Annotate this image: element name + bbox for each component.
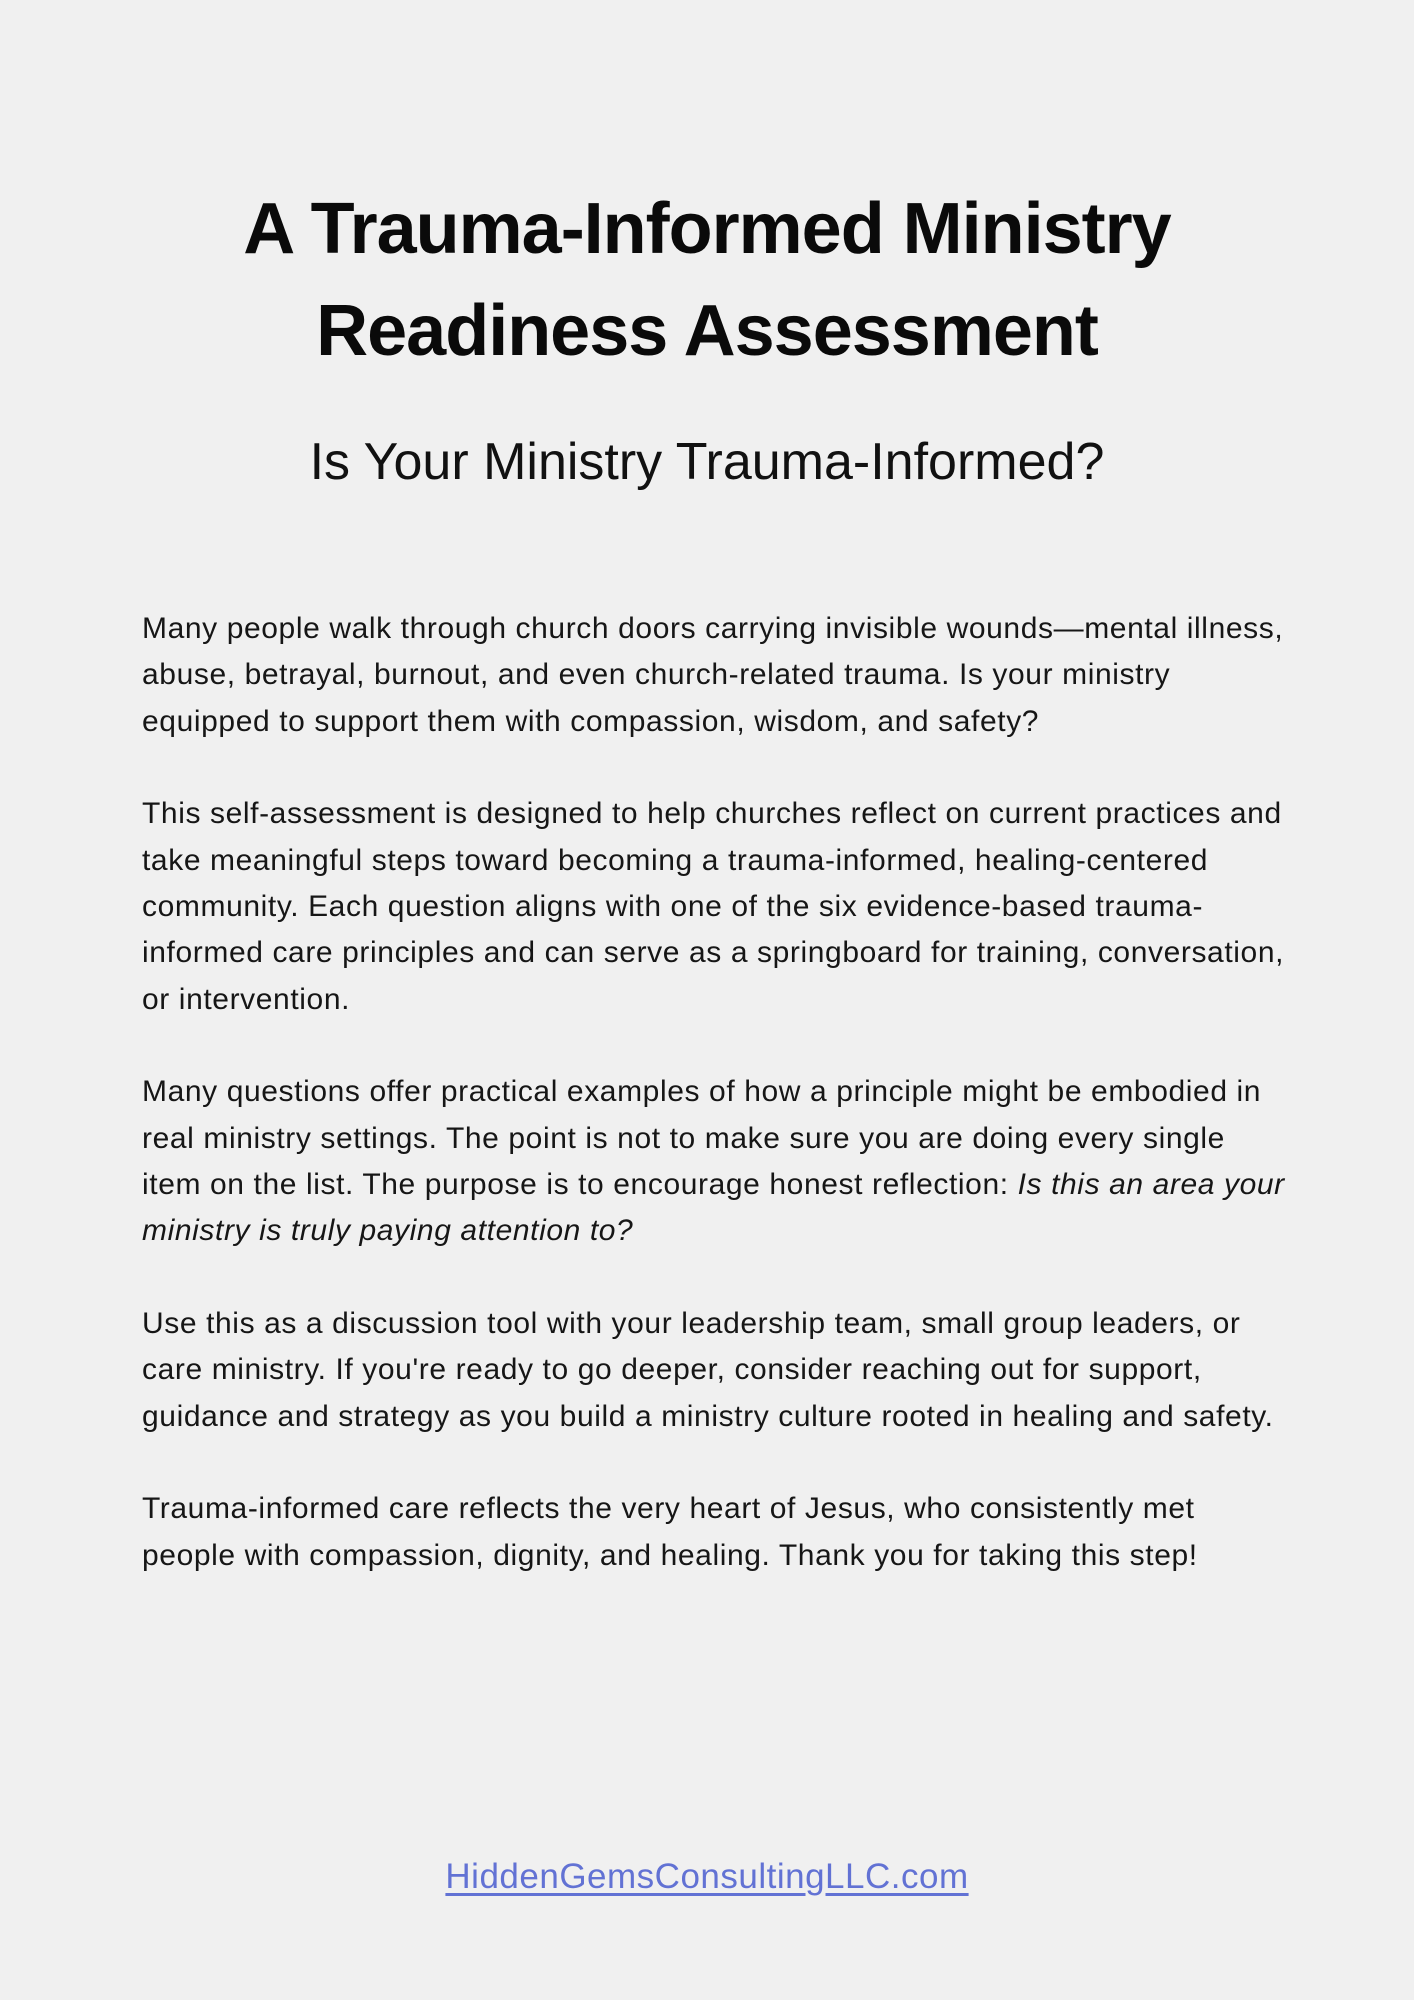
paragraph-intro: Many people walk through church doors carrying invisible wounds—mental illness, abuse, betrayal, burnout, and even church-related trauma. Is your ministry equipped to support them with compassion, wisdom, and safety?: [142, 612, 1284, 738]
page-title: [100, 178, 1314, 382]
paragraph-reflection: [142, 1069, 1292, 1255]
reflection-question: Is this an area your ministry is truly paying attention to?: [142, 1168, 1285, 1248]
paragraph-closing: Trauma-informed care reflects the very heart of Jesus, who consistently met people with compassion, dignity, and healing. Thank you for taking this step!: [142, 1492, 1198, 1572]
website-link[interactable]: HiddenGemsConsultingLLC.com: [445, 1857, 969, 1896]
title-line-2: Readiness Assessment: [316, 291, 1098, 371]
paragraph-usage: Use this as a discussion tool with your leadership team, small group leaders, or care ministry. If you're ready to go deeper, consider reaching out for support, guidance and strategy as you build a ministry culture rooted in healing and safety.: [142, 1306, 1274, 1433]
body-text: [142, 606, 1292, 1625]
title-line-1: A Trauma-Informed Ministry: [243, 189, 1171, 269]
page-subtitle: Is Your Ministry Trauma-Informed?: [309, 433, 1105, 491]
paragraph-purpose: This self-assessment is designed to help churches reflect on current practices and take meaningful steps toward becoming a trauma-informed, healing-centered community. Each question aligns with one of the six evidence-based trauma-informed care principles and can serve as a springboard for training, conversation, or intervention.: [142, 797, 1285, 1016]
reflection-lead-text: Many questions offer practical examples of how a principle might be embodied in real ministry settings. The point is not to make sure you are doing every single item on the list. The purpose is to encourage honest reflection:: [142, 1075, 1262, 1202]
